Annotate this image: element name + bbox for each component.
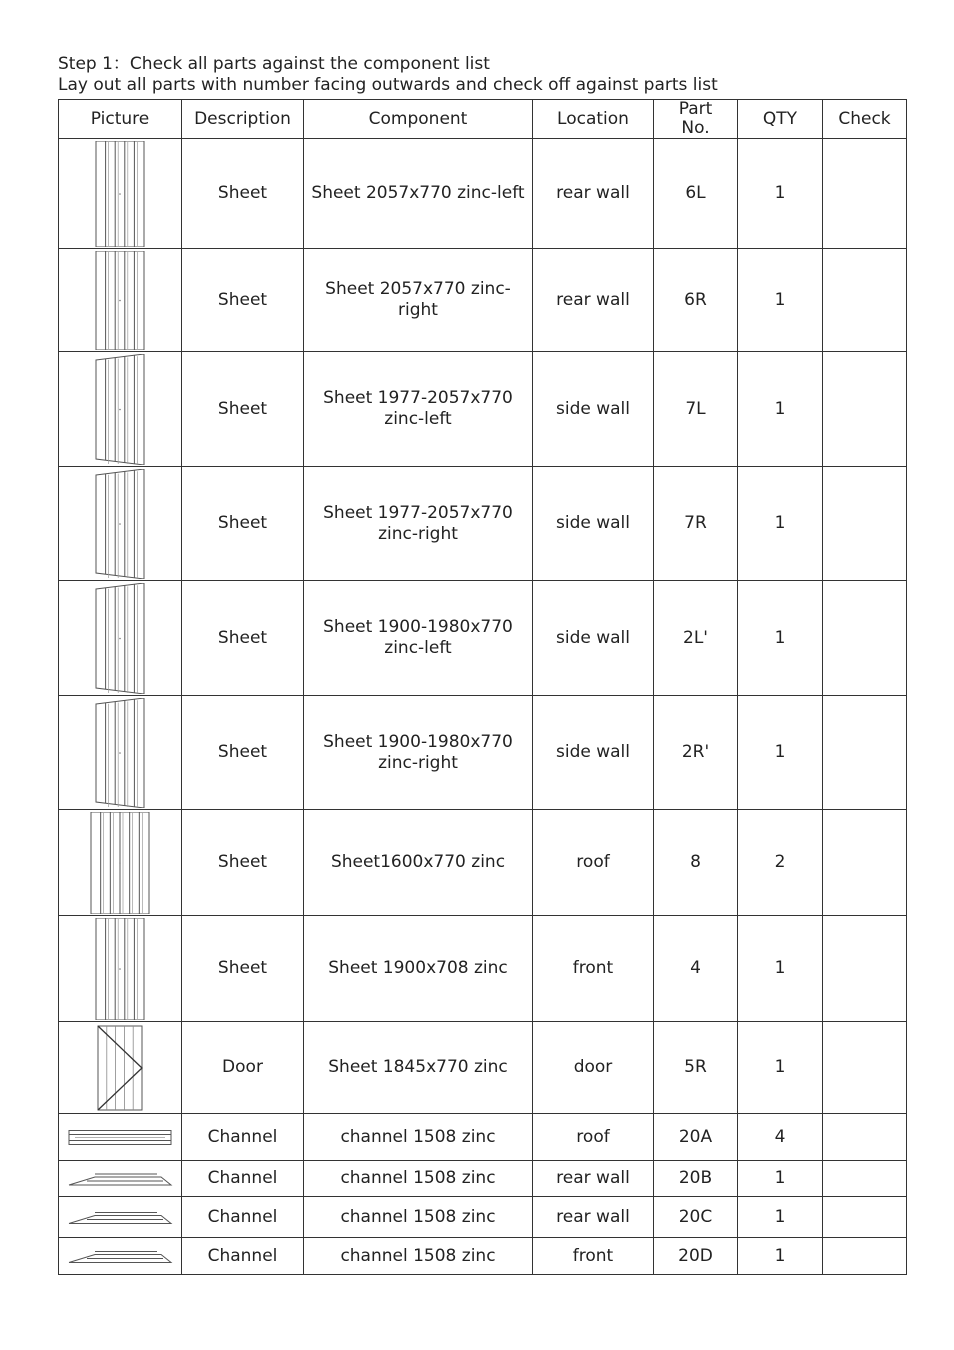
location-cell: door [533,1022,654,1114]
picture-cell [59,1161,182,1197]
component-cell: Sheet 1900x708 zinc [304,916,533,1022]
sheet-panel-icon [85,141,155,247]
table-row [59,1238,907,1275]
location-cell: side wall [533,352,654,467]
check-cell[interactable] [823,1114,907,1161]
component-cell: channel 1508 zinc [304,1197,533,1238]
qty-cell: 1 [738,1197,823,1238]
slanted-sheet-panel-icon [85,469,155,579]
description-cell: Sheet [182,696,304,810]
qty-cell: 2 [738,810,823,916]
qty-cell: 1 [738,249,823,352]
description-cell: Channel [182,1197,304,1238]
part-no-cell: 8 [654,810,738,916]
picture-cell [59,249,182,352]
description-cell: Sheet [182,581,304,696]
slanted-sheet-panel-icon [85,698,155,808]
table-row [59,1197,907,1238]
table-row [59,1022,907,1114]
description-cell: Sheet [182,352,304,467]
location-cell: roof [533,810,654,916]
table-row [59,1161,907,1197]
check-cell[interactable] [823,1161,907,1197]
qty-cell: 1 [738,1238,823,1275]
header-picture: Picture [59,100,182,139]
part-no-cell: 20D [654,1238,738,1275]
part-no-cell: 20A [654,1114,738,1161]
part-no-cell: 6L [654,139,738,249]
qty-cell: 1 [738,1022,823,1114]
component-cell: Sheet 2057x770 zinc-left [304,139,533,249]
part-no-cell: 4 [654,916,738,1022]
door-panel-icon [85,1024,155,1112]
part-no-cell: 5R [654,1022,738,1114]
channel-angled-icon [65,1245,175,1268]
header-check: Check [823,100,907,139]
location-cell: rear wall [533,139,654,249]
channel-angled-icon [65,1168,175,1190]
roof-sheet-icon [85,812,155,914]
location-cell: rear wall [533,249,654,352]
description-cell: Sheet [182,467,304,581]
slanted-sheet-panel-icon [85,583,155,694]
table-header-row [59,100,907,139]
header-component: Component [304,100,533,139]
table-row [59,916,907,1022]
description-cell: Door [182,1022,304,1114]
location-cell: roof [533,1114,654,1161]
table-row [59,352,907,467]
instructions [58,54,718,96]
location-cell: rear wall [533,1161,654,1197]
header-location: Location [533,100,654,139]
description-cell: Sheet [182,139,304,249]
part-no-cell: 20B [654,1161,738,1197]
component-cell: Sheet 1977-2057x770 zinc-left [304,352,533,467]
location-cell: side wall [533,467,654,581]
step-heading: Step 1：Check all parts against the component list [58,54,490,74]
check-cell[interactable] [823,352,907,467]
table-row [59,1114,907,1161]
location-cell: rear wall [533,1197,654,1238]
sheet-panel-icon [85,251,155,350]
picture-cell [59,467,182,581]
qty-cell: 1 [738,696,823,810]
component-cell: Sheet 1900-1980x770 zinc-right [304,696,533,810]
check-cell[interactable] [823,1022,907,1114]
picture-cell [59,581,182,696]
part-no-cell: 2L' [654,581,738,696]
check-cell[interactable] [823,696,907,810]
picture-cell [59,1197,182,1238]
check-cell[interactable] [823,810,907,916]
table-row [59,696,907,810]
part-no-cell: 2R' [654,696,738,810]
qty-cell: 1 [738,352,823,467]
header-part-no: Part No. [654,100,738,139]
component-cell: channel 1508 zinc [304,1114,533,1161]
location-cell: side wall [533,696,654,810]
description-cell: Sheet [182,249,304,352]
check-cell[interactable] [823,581,907,696]
location-cell: side wall [533,581,654,696]
check-cell[interactable] [823,1238,907,1275]
part-no-cell: 7L [654,352,738,467]
description-cell: Channel [182,1114,304,1161]
qty-cell: 1 [738,139,823,249]
table-row [59,810,907,916]
picture-cell [59,139,182,249]
picture-cell [59,1022,182,1114]
header-qty: QTY [738,100,823,139]
picture-cell [59,1114,182,1161]
part-no-cell: 7R [654,467,738,581]
picture-cell [59,352,182,467]
table-row [59,139,907,249]
component-cell: Sheet 2057x770 zinc-right [304,249,533,352]
check-cell[interactable] [823,1197,907,1238]
channel-angled-icon [65,1204,175,1231]
component-cell: channel 1508 zinc [304,1161,533,1197]
qty-cell: 1 [738,581,823,696]
check-cell[interactable] [823,916,907,1022]
check-cell[interactable] [823,139,907,249]
description-cell: Channel [182,1238,304,1275]
picture-cell [59,916,182,1022]
component-cell: Sheet 1900-1980x770 zinc-left [304,581,533,696]
qty-cell: 4 [738,1114,823,1161]
description-cell: Channel [182,1161,304,1197]
channel-flat-icon [65,1121,175,1154]
component-cell: channel 1508 zinc [304,1238,533,1275]
layout-instruction: Lay out all parts with number facing outwards and check off against parts list [58,75,718,95]
picture-cell [59,1238,182,1275]
slanted-sheet-panel-icon [85,354,155,465]
component-cell: Sheet1600x770 zinc [304,810,533,916]
table-row [59,249,907,352]
picture-cell [59,696,182,810]
component-cell: Sheet 1977-2057x770 zinc-right [304,467,533,581]
part-no-cell: 6R [654,249,738,352]
qty-cell: 1 [738,467,823,581]
location-cell: front [533,916,654,1022]
component-list-table [58,99,907,1275]
table-row [59,467,907,581]
sheet-panel-icon [85,918,155,1020]
qty-cell: 1 [738,1161,823,1197]
location-cell: front [533,1238,654,1275]
header-description: Description [182,100,304,139]
table-row [59,581,907,696]
part-no-cell: 20C [654,1197,738,1238]
check-cell[interactable] [823,467,907,581]
description-cell: Sheet [182,916,304,1022]
component-cell: Sheet 1845x770 zinc [304,1022,533,1114]
qty-cell: 1 [738,916,823,1022]
description-cell: Sheet [182,810,304,916]
check-cell[interactable] [823,249,907,352]
picture-cell [59,810,182,916]
